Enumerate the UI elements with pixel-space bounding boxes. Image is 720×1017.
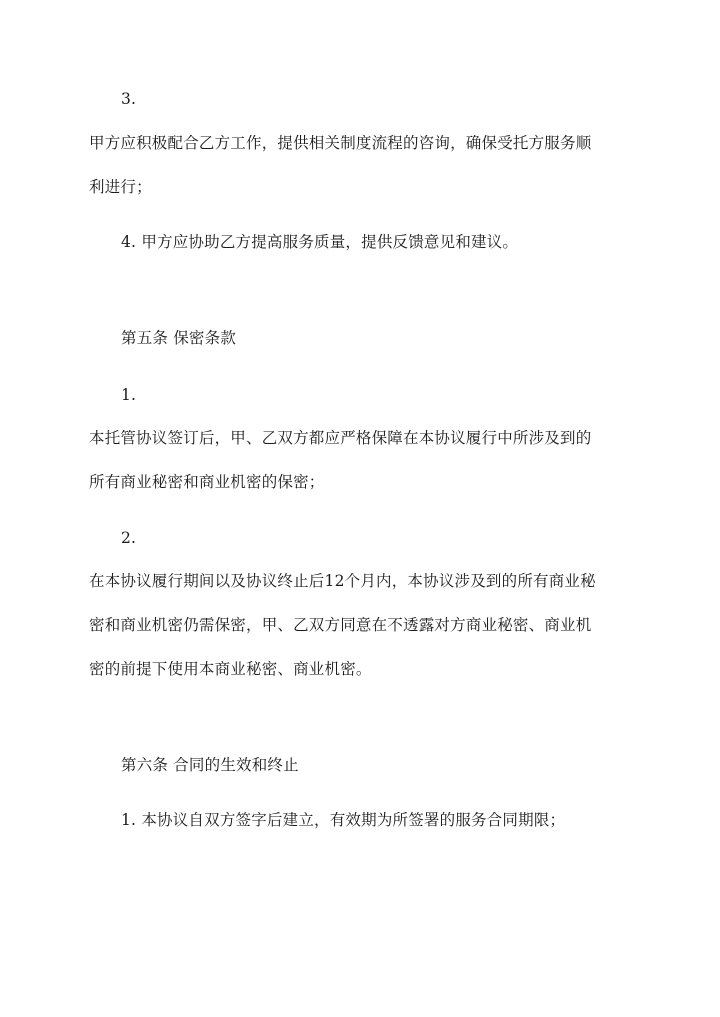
- paragraph-line: 所有商业秘密和商业机密的保密；: [89, 473, 325, 491]
- paragraph-line: 在本协议履行期间以及协议终止后12个月内，本协议涉及到的所有商业秘: [89, 572, 596, 590]
- paragraph-line: 密的前提下使用本商业秘密、商业机密。: [89, 660, 372, 678]
- item-4-text: 4. 甲方应协助乙方提高服务质量，提供反馈意见和建议。: [121, 233, 519, 251]
- section-heading-article-5: 第五条 保密条款: [121, 329, 237, 347]
- paragraph-line: 本托管协议签订后，甲、乙双方都应严格保障在本协议履行中所涉及到的: [89, 429, 592, 447]
- paragraph-line: 利进行；: [89, 178, 152, 196]
- item-number-1: 1.: [121, 386, 137, 404]
- paragraph-line: 密和商业机密仍需保密，甲、乙双方同意在不透露对方商业秘密、商业机: [89, 616, 592, 634]
- item-1-text: 1. 本协议自双方签字后建立，有效期为所签署的服务合同期限；: [121, 811, 566, 829]
- section-heading-article-6: 第六条 合同的生效和终止: [121, 756, 299, 774]
- item-number-2: 2.: [121, 529, 137, 547]
- paragraph-line: 甲方应积极配合乙方工作，提供相关制度流程的咨询，确保受托方服务顺: [89, 134, 592, 152]
- item-number-3: 3.: [121, 90, 137, 108]
